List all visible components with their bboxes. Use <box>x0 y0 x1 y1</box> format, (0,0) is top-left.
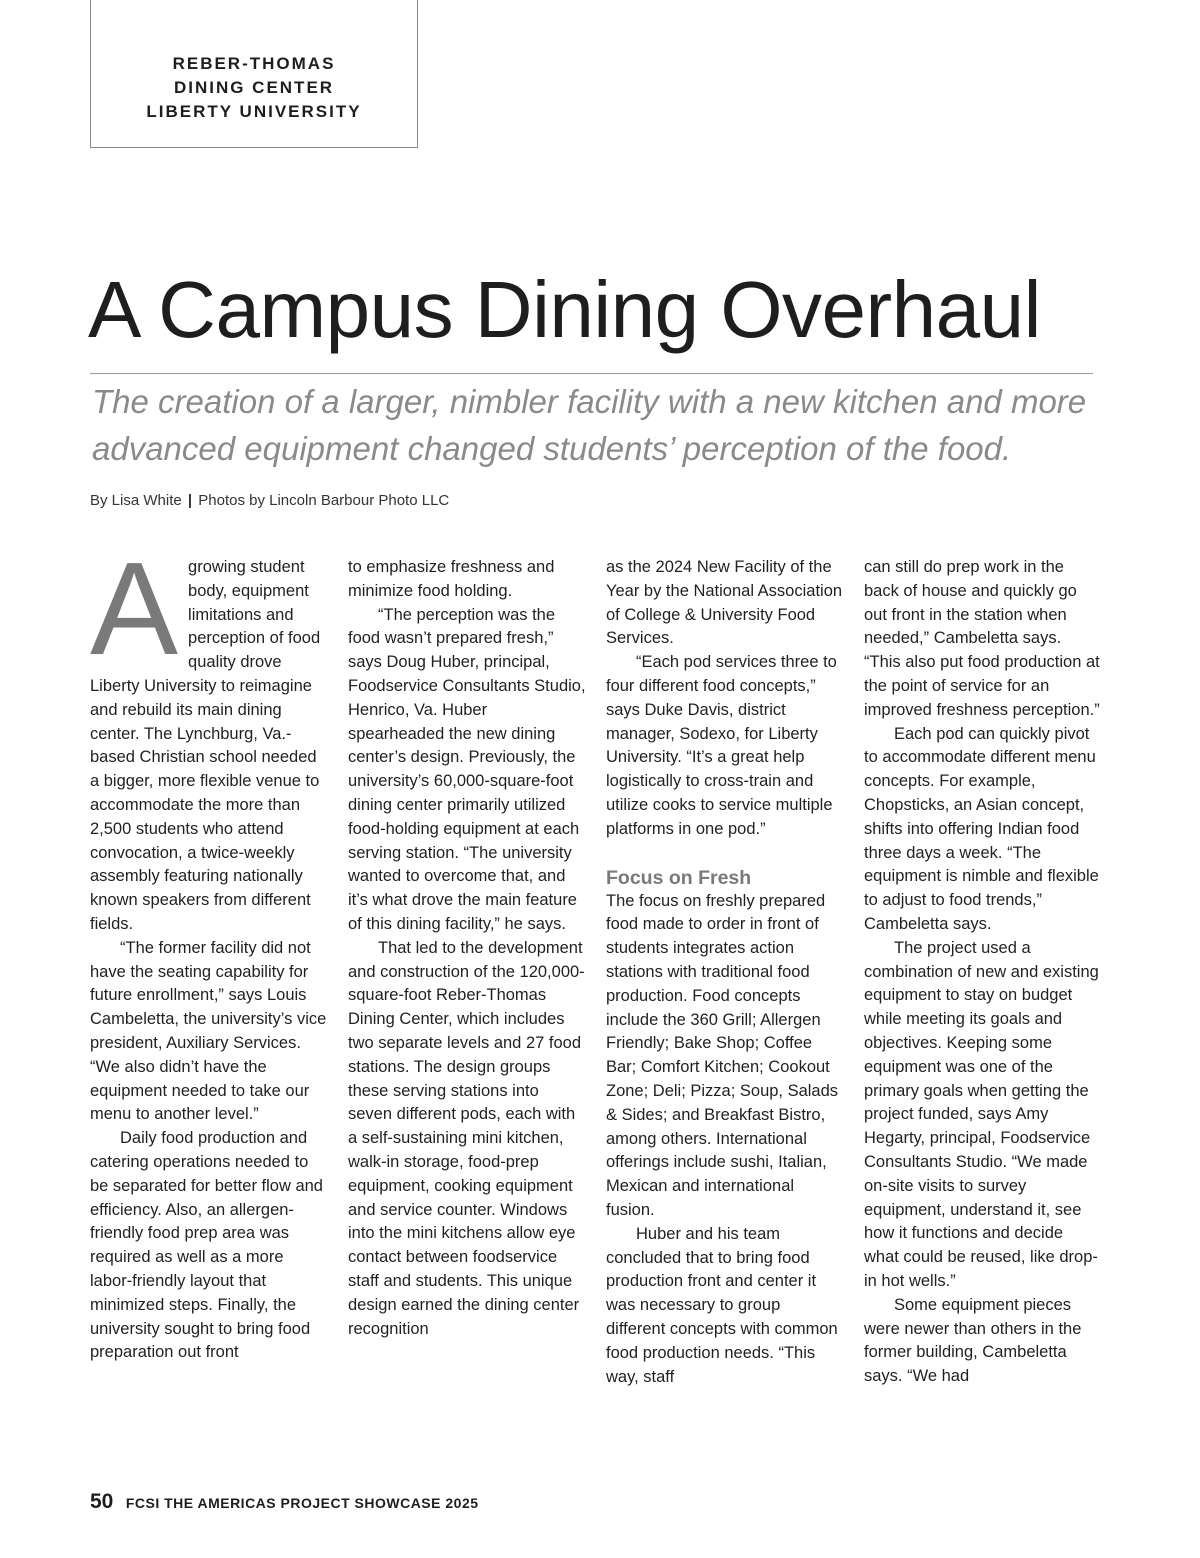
paragraph: to emphasize freshness and minimize food holding. <box>348 558 555 600</box>
byline <box>90 492 449 509</box>
article-column-2 <box>348 556 586 1341</box>
article-column-4 <box>864 556 1102 1389</box>
paragraph: The project used a combination of new and existing equipment to stay on budget while meeting its goals and objectives. Keeping some equipment was one of the primary goals when getting the project funded, says Amy Hegarty, principal, Foodservice Consultants Studio. “We made on-site visits to survey equipment, understand it, see how it functions and decide what could be reused, like drop-in hot wells.” <box>864 938 1099 1290</box>
section-subhead: Focus on Fresh <box>606 866 752 889</box>
page-footer <box>90 1490 479 1514</box>
article-column-3 <box>606 556 844 1389</box>
paragraph: “The former facility did not have the seating capability for future enrollment,” says Louis Cambeletta, the university’s vice president, Auxiliary Services. “We also didn’t have the equipment needed to take our menu to another level.” <box>90 938 327 1124</box>
paragraph: as the 2024 New Facility of the Year by the National Association of College & University Food Services. <box>606 558 843 648</box>
paragraph: That led to the development and construction of the 120,000-square-foot Reber-Thomas Dining Center, which includes two separate levels and 27 food stations. The design groups these serving stations into seven different pods, each with a self-sustaining mini kitchen, walk-in storage, food-prep equipment, cooking equipment and service counter. Windows into the mini kitchens allow eye contact between foodservice staff and students. This unique design earned the dining center recognition <box>348 938 585 1338</box>
paragraph: The focus on freshly prepared food made to order in front of students integrates action stations with traditional food production. Food concepts include the 360 Grill; Allergen Friendly; Bake Shop; Coffee Bar; Comfort Kitchen; Cookout Zone; Deli; Pizza; Soup, Salads & Sides; and Breakfast Bistro, among others. International offerings include sushi, Italian, Mexican and international fusion. <box>606 891 839 1219</box>
paragraph: “Each pod services three to four different food concepts,” says Duke Davis, district manager, Sodexo, for Liberty University. “It’s a great help logistically to cross-train and utilize cooks to service multiple platforms in one pod.” <box>606 653 837 838</box>
paragraph: “The perception was the food wasn’t prepared fresh,” says Doug Huber, principal, Foodservice Consultants Studio, Henrico, Va. Huber spearheaded the new dining center’s design. Previously, the university’s 60,000-square-foot dining center primarily utilized food-holding equipment at each serving station. “The university wanted to overcome that, and it’s what drove the main feature of this dining facility,” he says. <box>348 605 586 933</box>
article-subtitle: The creation of a larger, nimbler facility with a new kitchen and more advanced equipment changed students’ perception of the food. <box>92 383 1087 467</box>
location-tag-box <box>90 0 418 148</box>
article-title: A Campus Dining Overhaul <box>88 265 1041 354</box>
paragraph: Huber and his team concluded that to bring food production front and center it was necessary to group different concepts with common food production needs. “This way, staff <box>606 1224 838 1386</box>
byline-photo-credit: Photos by Lincoln Barbour Photo LLC <box>198 492 450 509</box>
paragraph: can still do prep work in the back of house and quickly go out front in the station when needed,” Cambeletta says. “This also put food production at the point of service for an improved freshness perception.” <box>864 558 1100 719</box>
tag-line-dining-center: DINING CENTER <box>173 78 335 97</box>
page-number: 50 <box>90 1490 114 1513</box>
paragraph: Some equipment pieces were newer than others in the former building, Cambeletta says. “We had <box>864 1295 1082 1386</box>
paragraph: Each pod can quickly pivot to accommodate different menu concepts. For example, Chopsticks, an Asian concept, shifts into offering Indian food three days a week. “The equipment is nimble and flexible to adjust to food trends,” Cambeletta says. <box>864 724 1099 933</box>
drop-cap: A <box>90 535 179 682</box>
paragraph: growing student body, equipment limitations and perception of food quality drove Liberty University to reimagine and rebuild its main dining center. The Lynchburg, Va.-based Christian school needed a bigger, more flexible venue to accommodate the more than 2,500 students who attend convocation, a twice-weekly assembly featuring nationally known speakers from different fields. <box>90 558 321 933</box>
title-divider <box>90 373 1093 374</box>
byline-author: By Lisa White <box>90 492 182 509</box>
tag-line-venue: REBER-THOMAS <box>172 54 336 73</box>
byline-separator: | <box>187 492 193 509</box>
tag-line-university: LIBERTY UNIVERSITY <box>146 102 362 121</box>
article-column-1 <box>90 535 328 1365</box>
publication-name: FCSI THE AMERICAS PROJECT SHOWCASE 2025 <box>125 1495 479 1511</box>
paragraph: Daily food production and catering operations needed to be separated for better flow and efficiency. Also, an allergen-friendly food prep area was required as well as a more labor-friendly layout that minimized steps. Finally, the university sought to bring food preparation out front <box>90 1129 323 1362</box>
